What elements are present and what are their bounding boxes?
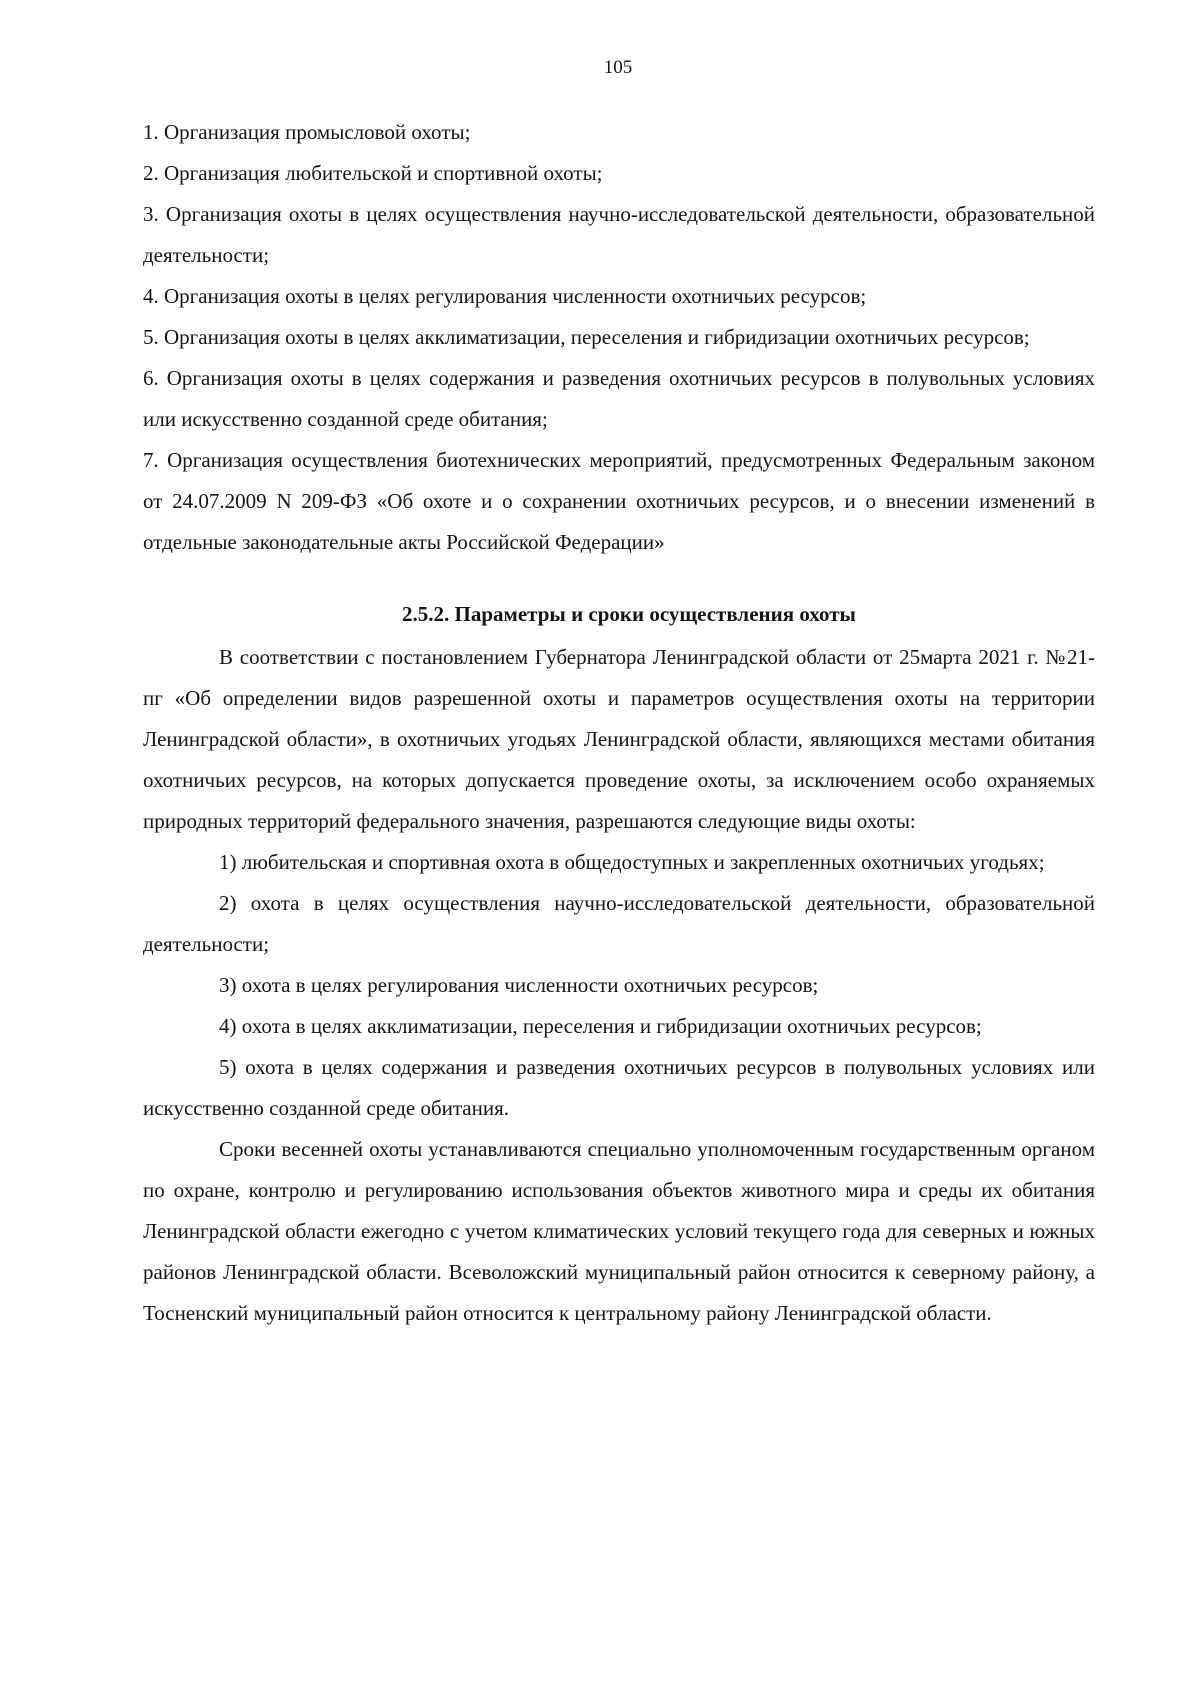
page-number: 105 [603, 57, 633, 78]
section-heading: 2.5.2. Параметры и сроки осуществления охоты [402, 602, 856, 626]
intro-paragraph: В соответствии с постановлением Губернатора Ленинградской области от 25марта 2021 г. №21-пг «Об определении видов разрешенной охоты и параметров осуществления охоты на территории Ленинградской области», в охотничьих угодьях Ленинградской области, являющихся местами обитания охотничьих ресурсов, на которых допускается проведение охоты, за исключением особо охраняемых природных территорий федерального значения, разрешаются следующие виды охоты: [143, 645, 1095, 833]
list-item: 7. Организация осуществления биотехнических мероприятий, предусмотренных Федеральным законом от 24.07.2009 N 209-ФЗ «Об охоте и о сохранении охотничьих ресурсов, и о внесении изменений в отдельные законодательные акты Российской Федерации» [143, 448, 1095, 554]
hunting-type-item: 3) охота в целях регулирования численности охотничьих ресурсов; [219, 973, 819, 997]
closing-paragraph: Сроки весенней охоты устанавливаются специально уполномоченным государственным органом по охране, контролю и регулированию использования объектов животного мира и среды их обитания Ленинградской области ежегодно с учетом климатических условий текущего года для северных и южных районов Ленинградской области. Всеволожский муниципальный район относится к северному району, а Тосненский муниципальный район относится к центральному району Ленинградской области. [143, 1137, 1095, 1325]
list-item: 2. Организация любительской и спортивной охоты; [143, 161, 603, 185]
hunting-type-item: 2) охота в целях осуществления научно-исследовательской деятельности, образовательной деятельности; [143, 891, 1095, 956]
list-item: 3. Организация охоты в целях осуществления научно-исследовательской деятельности, образовательной деятельности; [143, 202, 1095, 267]
hunting-type-item: 5) охота в целях содержания и разведения охотничьих ресурсов в полувольных условиях или искусственно созданной среде обитания. [143, 1055, 1095, 1120]
list-item: 4. Организация охоты в целях регулирования численности охотничьих ресурсов; [143, 284, 867, 308]
list-item: 1. Организация промысловой охоты; [143, 120, 471, 144]
hunting-type-item: 1) любительская и спортивная охота в общедоступных и закрепленных охотничьих угодьях; [219, 850, 1045, 874]
hunting-types-list [143, 842, 1095, 1129]
organization-list [143, 112, 1095, 563]
hunting-type-item: 4) охота в целях акклиматизации, переселения и гибридизации охотничьих ресурсов; [219, 1014, 982, 1038]
list-item: 5. Организация охоты в целях акклиматизации, переселения и гибридизации охотничьих ресурсов; [143, 325, 1030, 349]
page-content [143, 112, 1095, 1334]
list-item: 6. Организация охоты в целях содержания и разведения охотничьих ресурсов в полувольных условиях или искусственно созданной среде обитания; [143, 366, 1095, 431]
